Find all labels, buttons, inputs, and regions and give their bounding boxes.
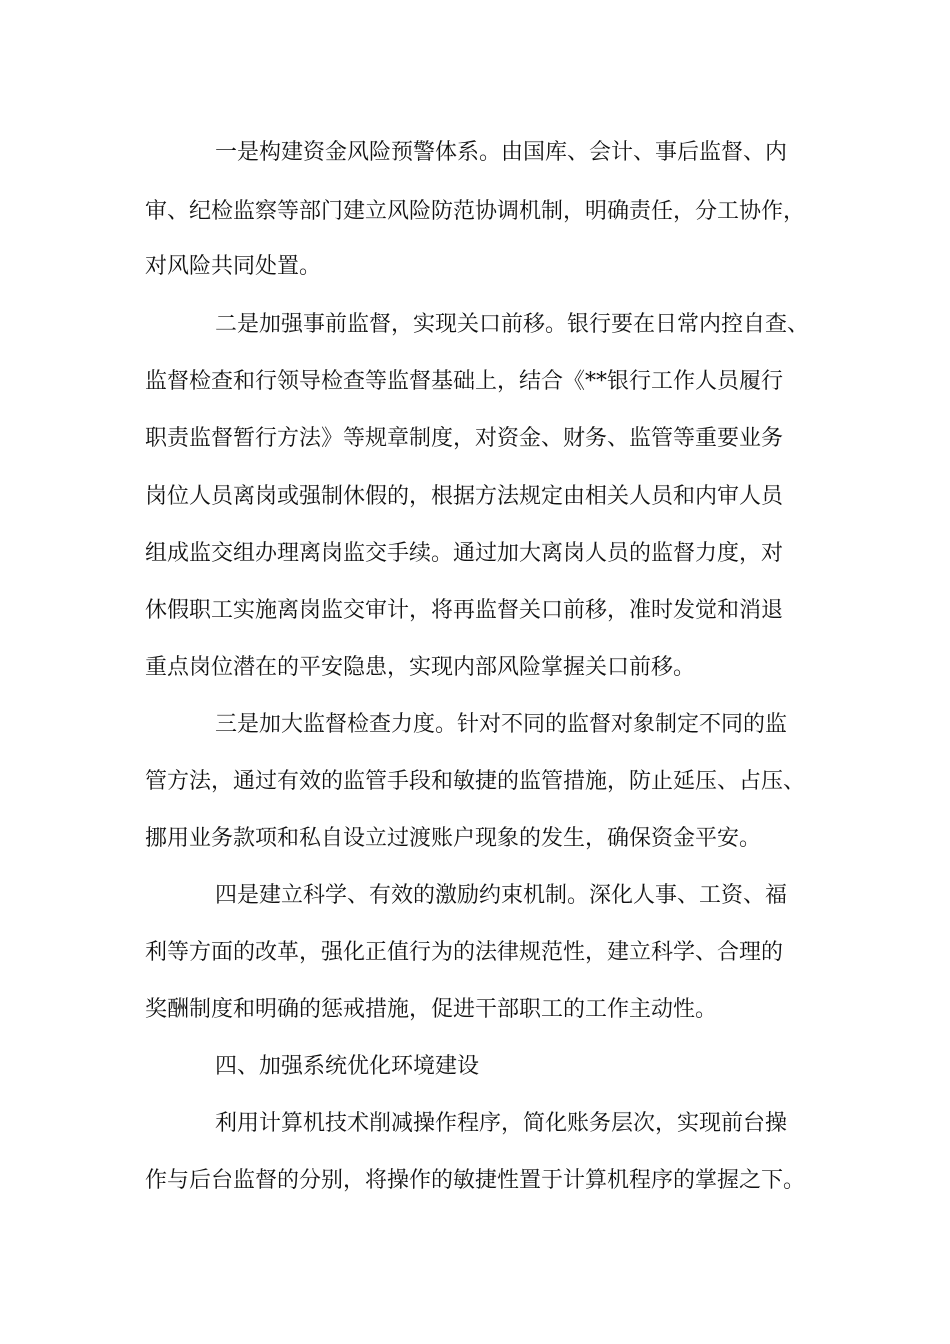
text-line: 作与后台监督的分别，将操作的敏捷性置于计算机程序的掌握之下。 — [145, 1168, 806, 1193]
text-line: 岗位人员离岗或强制休假的，根据方法规定由相关人员和内审人员 — [145, 484, 784, 509]
paragraph-1-line-2 — [0, 192, 950, 232]
paragraph-2-line-4 — [0, 477, 950, 517]
paragraph-1-line-3 — [0, 247, 950, 287]
paragraph-3-line-3 — [0, 819, 950, 859]
text-line: 利等方面的改革，强化正值行为的法律规范性，建立科学、合理的 — [145, 940, 784, 965]
paragraph-2-line-6 — [0, 591, 950, 631]
text-line: 组成监交组办理离岗监交手续。通过加大离岗人员的监督力度，对 — [145, 541, 784, 566]
paragraph-2-line-5 — [0, 534, 950, 574]
paragraph-2-line-3 — [0, 419, 950, 459]
paragraph-3-line-2 — [0, 762, 950, 802]
paragraph-3-line-1 — [0, 705, 950, 745]
text-line: 监督检查和行领导检查等监督基础上，结合《**银行工作人员履行 — [145, 369, 784, 394]
text-line: 职责监督暂行方法》等规章制度，对资金、财务、监管等重要业务 — [145, 426, 784, 451]
paragraph-1-line-1 — [0, 133, 950, 173]
paragraph-4-line-1 — [0, 876, 950, 916]
text-line: 利用计算机技术削减操作程序，简化账务层次，实现前台操 — [215, 1111, 788, 1136]
text-line: 休假职工实施离岗监交审计，将再监督关口前移，准时发觉和消退 — [145, 598, 784, 623]
paragraph-6-line-2 — [0, 1161, 950, 1201]
text-line: 三是加大监督检查力度。针对不同的监督对象制定不同的监 — [215, 712, 788, 737]
paragraph-4-line-3 — [0, 990, 950, 1030]
text-line: 挪用业务款项和私自设立过渡账户现象的发生，确保资金平安。 — [145, 826, 762, 851]
text-line: 奖酬制度和明确的惩戒措施，促进干部职工的工作主动性。 — [145, 997, 718, 1022]
text-line: 审、纪检监察等部门建立风险防范协调机制，明确责任，分工协作， — [145, 199, 806, 224]
text-line: 对风险共同处置。 — [145, 254, 322, 279]
paragraph-6-line-1 — [0, 1104, 950, 1144]
heading-text: 四、加强系统优化环境建设 — [215, 1054, 480, 1079]
text-line: 重点岗位潜在的平安隐患，实现内部风险掌握关口前移。 — [145, 655, 696, 680]
paragraph-2-line-7 — [0, 648, 950, 688]
paragraph-4-line-2 — [0, 933, 950, 973]
paragraph-2-line-1 — [0, 305, 950, 345]
text-line: 四是建立科学、有效的激励约束机制。深化人事、工资、福 — [215, 883, 788, 908]
text-line: 管方法，通过有效的监管手段和敏捷的监管措施，防止延压、占压、 — [145, 769, 806, 794]
paragraph-2-line-2 — [0, 362, 950, 402]
text-line: 二是加强事前监督，实现关口前移。银行要在日常内控自查、 — [215, 312, 810, 337]
section-heading — [0, 1047, 950, 1087]
text-line: 一是构建资金风险预警体系。由国库、会计、事后监督、内 — [215, 140, 788, 165]
